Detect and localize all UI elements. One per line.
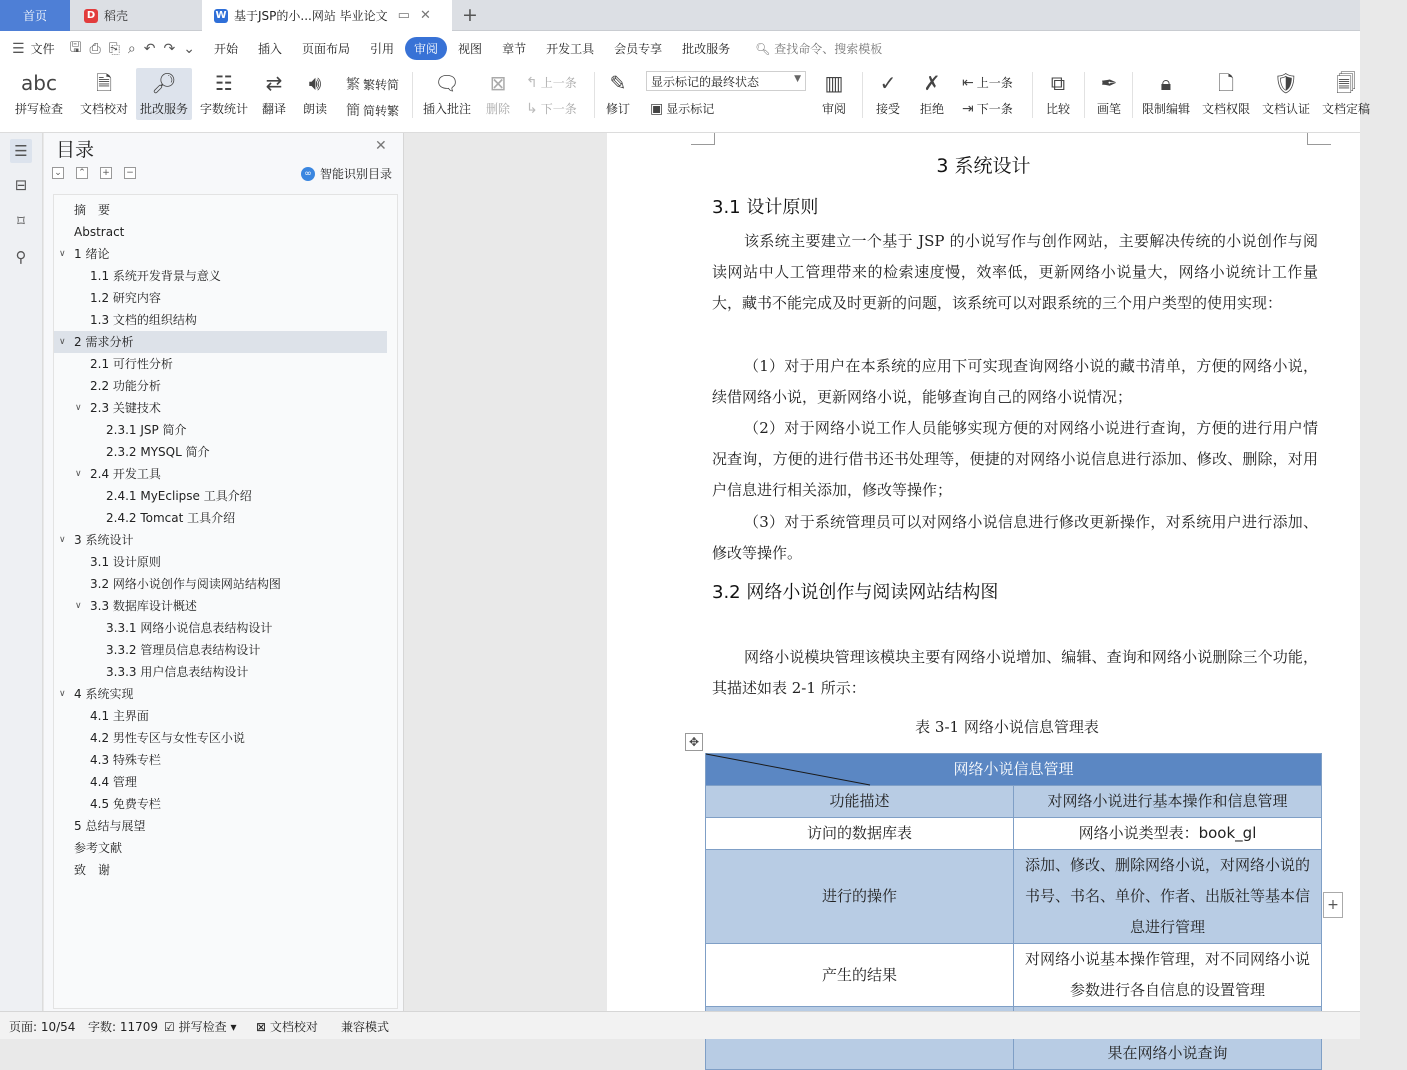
toc-item-label: 4.5 免费专栏: [90, 797, 161, 811]
simp-to-trad-button[interactable]: [346, 100, 399, 120]
chapter-nav-icon[interactable]: ⊟: [14, 176, 28, 194]
toc-item[interactable]: [54, 573, 387, 595]
tab-daoke[interactable]: [72, 0, 200, 31]
writer-doc-icon: W: [215, 9, 227, 21]
compare-icon: ⧉: [1050, 71, 1066, 95]
toc-item-label: 4.4 管理: [90, 775, 137, 789]
restrict-edit-label: 限制编辑: [1141, 102, 1190, 116]
next-comment-icon: ↳: [526, 100, 538, 117]
read-aloud-icon: 🔊︎: [308, 71, 322, 95]
prev-comment-label: 上一条: [540, 76, 577, 90]
delete-comment-icon: ⊠: [489, 71, 507, 95]
trad-to-simp-label: 繁转简: [363, 77, 400, 92]
spell-check-button[interactable]: [8, 68, 70, 120]
toc-item-label: 1.2 研究内容: [90, 291, 161, 305]
next-change-icon: ⇥: [962, 100, 974, 117]
correct-service-label: 批改服务: [139, 102, 188, 116]
remove-item-icon[interactable]: −: [124, 167, 136, 179]
chapter-heading: 3 系统设计: [936, 155, 1031, 177]
prev-change-button[interactable]: [962, 74, 1013, 91]
table-header-cell[interactable]: [706, 754, 1322, 786]
review-ribbon: [0, 66, 1370, 133]
toc-item-label: 1 绪论: [74, 247, 110, 261]
toc-item-label: 3.3.3 用户信息表结构设计: [106, 665, 249, 679]
lock-icon: 🔒︎: [1160, 71, 1172, 95]
chevron-down-icon: ▼: [794, 74, 801, 84]
table-key-cell[interactable]: 进行的操作: [706, 850, 1014, 944]
toc-item[interactable]: [54, 199, 387, 221]
toc-item[interactable]: [54, 639, 387, 661]
toolbar-divider: [1084, 72, 1085, 118]
toolbar-divider: [862, 72, 863, 118]
status-proof-label: 文档校对: [269, 1020, 318, 1034]
section-heading: 3.2 网络小说创作与阅读网站结构图: [712, 582, 999, 603]
doc-proof-label: 文档校对: [79, 102, 128, 116]
new-tab-icon[interactable]: +: [462, 4, 478, 26]
toc-item-label: 2.1 可行性分析: [90, 357, 173, 371]
status-spell-label: 拼写检查: [178, 1020, 227, 1034]
toc-item[interactable]: [54, 463, 387, 485]
body-paragraph: （1）对于用户在本系统的应用下可实现查询网络小说的藏书清单，方便的网络小说，续借网络小说，更新网络小说，能够查询自己的网络小说情况；: [712, 357, 1318, 406]
toc-item-label: 3.3 数据库设计概述: [90, 599, 197, 613]
compare-label: 比较: [1045, 102, 1070, 116]
menu-tab-section[interactable]: 章节: [502, 42, 527, 56]
show-markup-icon: ▣: [650, 100, 664, 117]
word-count-indicator[interactable]: 字数: 11709: [88, 1020, 159, 1034]
toc-item[interactable]: [54, 331, 387, 353]
toc-item-label: 4.2 男性专区与女性专区小说: [90, 731, 245, 745]
document-page[interactable]: [607, 133, 1360, 1062]
track-changes-label: 修订: [605, 102, 630, 116]
print-icon[interactable]: ⎘: [108, 40, 120, 57]
smart-toc-icon: ∞: [301, 167, 315, 181]
daoke-logo-icon: D: [84, 9, 98, 23]
toc-item-label: 1.1 系统开发背景与意义: [90, 269, 221, 283]
doc-cert-label: 文档认证: [1261, 102, 1310, 116]
menu-tab-insert[interactable]: 插入: [257, 42, 282, 56]
toc-item-label: 4.3 特殊专栏: [90, 753, 161, 767]
toc-item[interactable]: [54, 375, 387, 397]
insert-comment-icon: 🗨︎: [434, 71, 460, 95]
search-icon: 🔍︎: [755, 42, 771, 56]
table-value-cell[interactable]: 网络小说类型表：book_gl: [1014, 818, 1322, 850]
chevron-down-icon: ▾: [230, 1020, 237, 1034]
next-comment-button[interactable]: [526, 100, 577, 117]
doc-cert-button[interactable]: [1258, 68, 1314, 120]
doc-proof-icon: 🗎: [95, 71, 113, 95]
search-icon[interactable]: ⚲: [15, 248, 27, 266]
doc-permission-label: 文档权限: [1201, 102, 1250, 116]
doc-permission-icon: 🗋: [1217, 71, 1235, 95]
toc-item-label: 参考文献: [74, 841, 123, 855]
review-pane-button[interactable]: [814, 68, 854, 120]
table-row: [706, 944, 1322, 1007]
body-paragraph: （2）对于网络小说工作人员能够实现方便的对网络小说进行查询，方便的进行用户情况查询，方便的进行借书还书处理等，便捷的对网络小说信息进行添加、修改、删除，对用户信息进行相关添加，修改等操作；: [712, 419, 1318, 499]
table-key-cell[interactable]: 产生的结果: [706, 944, 1014, 1007]
toc-pane-icon[interactable]: ☰: [10, 139, 32, 163]
compat-mode-indicator: 兼容模式: [341, 1020, 390, 1034]
toc-item-label: Abstract: [74, 225, 125, 239]
delete-comment-button[interactable]: [478, 68, 518, 120]
toc-item-label: 2.3.2 MYSQL 简介: [106, 445, 210, 459]
toc-item-label: 2 需求分析: [74, 335, 134, 349]
toc-item[interactable]: [54, 507, 387, 529]
insert-comment-label: 插入批注: [422, 102, 471, 116]
toc-item-label: 5 总结与展望: [74, 819, 146, 833]
toc-item[interactable]: [54, 595, 387, 617]
page-margin-mark: [1307, 133, 1331, 145]
doc-finalize-icon: 🗐: [1336, 71, 1356, 95]
toc-item-label: 1.3 文档的组织结构: [90, 313, 197, 327]
tab-home[interactable]: [0, 0, 70, 31]
table-value-cell[interactable]: 果在网络小说查询: [1014, 1007, 1322, 1070]
delete-comment-label: 删除: [485, 102, 510, 116]
page-margin-mark: [691, 133, 715, 145]
toc-item-label: 2.3.1 JSP 简介: [106, 423, 187, 437]
pen-icon: ✒: [1100, 71, 1118, 95]
toc-list: [53, 194, 398, 1009]
body-paragraph: 该系统主要建立一个基于 JSP 的小说写作与创作网站，主要解决传统的小说创作与阅读网站中人工管理带来的检索速度慢，效率低，更新网络小说量大，网络小说统计工作量大，藏书不能完成及时更新的问题，该系统可以对跟系统的三个用户类型的使用实现：: [712, 232, 1318, 312]
toc-item-label: 3 系统设计: [74, 533, 134, 547]
reject-change-button[interactable]: [912, 68, 952, 120]
toc-item[interactable]: [54, 287, 387, 309]
toc-title: 目录: [56, 139, 95, 161]
toc-item[interactable]: [54, 815, 387, 837]
menu-bar: [0, 31, 1360, 66]
undo-icon[interactable]: ↶: [143, 40, 156, 57]
menu-tab-start[interactable]: 开始: [213, 42, 238, 56]
toc-item-label: 2.4.2 Tomcat 工具介绍: [106, 511, 236, 525]
table-value-cell[interactable]: 对网络小说基本操作管理，对不同网络小说参数进行各自信息的设置管理: [1014, 944, 1322, 1007]
toc-item-label: 3.3.2 管理员信息表结构设计: [106, 643, 261, 657]
toc-item-label: 4.1 主界面: [90, 709, 149, 723]
chevron-down-icon[interactable]: ∨: [75, 469, 82, 479]
doc-finalize-label: 文档定稿: [1321, 102, 1370, 116]
toc-item[interactable]: [54, 529, 387, 551]
trad-to-simp-button[interactable]: [346, 74, 399, 94]
toolbar-divider: [1132, 72, 1133, 118]
window-tab-bar: [0, 0, 1360, 31]
menu-tab-review[interactable]: 审阅: [405, 37, 447, 60]
redo-icon[interactable]: ↷: [163, 40, 176, 57]
reject-icon: ✗: [923, 71, 941, 95]
menu-tab-member[interactable]: 会员专享: [614, 42, 663, 56]
toc-item[interactable]: [54, 265, 387, 287]
tab-pin-icon[interactable]: ▭: [397, 8, 410, 23]
proof-icon: ⊠: [256, 1020, 267, 1034]
simp-to-trad-label: 简转繁: [363, 103, 400, 118]
toc-item[interactable]: [54, 771, 387, 793]
export-pdf-icon[interactable]: ⎙: [89, 40, 101, 57]
toc-item[interactable]: [54, 243, 387, 265]
table-move-handle-icon[interactable]: ✥: [685, 733, 703, 751]
status-spell-check[interactable]: [164, 1018, 236, 1035]
table-header-text: 网络小说信息管理: [953, 760, 1074, 778]
prev-comment-button[interactable]: [526, 74, 577, 91]
tab-daoke-label: 稻壳: [104, 9, 129, 23]
menu-tab-reference[interactable]: 引用: [370, 42, 395, 56]
toc-item-label: 2.2 功能分析: [90, 379, 161, 393]
next-change-button[interactable]: [962, 100, 1013, 117]
toc-item[interactable]: [54, 617, 387, 639]
table-row: [706, 850, 1322, 944]
collapse-all-icon[interactable]: ⌃: [76, 167, 88, 179]
table-key-cell[interactable]: 功能描述: [706, 786, 1014, 818]
table-row: [706, 786, 1322, 818]
toc-item-label: 4 系统实现: [74, 687, 134, 701]
review-pane-icon: ▥: [824, 71, 844, 95]
table-value-cell[interactable]: 对网络小说进行基本操作和信息管理: [1014, 786, 1322, 818]
toc-item-label: 摘 要: [74, 203, 111, 217]
smart-toc-button[interactable]: [301, 165, 392, 182]
toc-item[interactable]: [54, 309, 387, 331]
trad-to-simp-icon: 繁: [346, 77, 360, 93]
body-paragraph: 网络小说模块管理该模块主要有网络小说增加、编辑、查询和网络小说删除三个功能，其描述如表 2-1 所示：: [712, 648, 1318, 697]
doc-cert-icon: 🛡︎: [1273, 71, 1299, 95]
toc-item-label: 3.2 网络小说创作与阅读网站结构图: [90, 577, 281, 591]
toolbar-divider: [594, 72, 595, 118]
toc-item-label: 致 谢: [74, 863, 111, 877]
toc-item[interactable]: [54, 859, 387, 881]
toc-item[interactable]: [54, 793, 387, 815]
doc-permission-button[interactable]: [1198, 68, 1254, 120]
word-count-button[interactable]: [196, 68, 252, 120]
toc-item[interactable]: [54, 749, 387, 771]
next-comment-label: 下一条: [540, 102, 577, 116]
document-area: [405, 133, 1360, 1062]
save-icon[interactable]: 🖫: [69, 39, 82, 56]
markup-state-select[interactable]: [646, 71, 806, 91]
smart-toc-label: 智能识别目录: [320, 167, 393, 181]
tab-home-label: 首页: [22, 9, 47, 23]
section-heading: 3.1 设计原则: [712, 197, 819, 218]
translate-label: 翻译: [261, 102, 286, 116]
toc-item[interactable]: [54, 837, 387, 859]
expand-all-icon[interactable]: ⌄: [52, 167, 64, 179]
toc-item[interactable]: [54, 221, 387, 243]
toc-item-label: 2.3 关键技术: [90, 401, 161, 415]
status-bar: [0, 1011, 1360, 1039]
toc-item-label: 2.4.1 MyEclipse 工具介绍: [106, 489, 252, 503]
pen-label: 画笔: [1096, 102, 1121, 116]
menu-tab-correct-service[interactable]: 批改服务: [682, 42, 731, 56]
accept-icon: ✓: [879, 71, 897, 95]
translate-icon: ⇄: [265, 71, 283, 95]
doc-proof-button[interactable]: [76, 68, 132, 120]
diagonal-line: [706, 754, 876, 787]
toc-item[interactable]: [54, 353, 387, 375]
status-doc-proof[interactable]: [256, 1018, 318, 1035]
body-paragraph: （3）对于系统管理员可以对网络小说信息进行修改更新操作，对系统用户进行添加、修改等操作。: [712, 513, 1318, 562]
prev-comment-icon: ↰: [526, 74, 538, 91]
toc-item[interactable]: [54, 397, 387, 419]
insert-comment-button[interactable]: [420, 68, 474, 120]
table-caption: 表 3-1 网络小说信息管理表: [915, 718, 1099, 736]
read-aloud-label: 朗读: [302, 102, 327, 116]
word-count-icon: ☷: [215, 71, 233, 95]
print-preview-icon[interactable]: ⌕: [127, 40, 136, 57]
chevron-down-icon[interactable]: ∨: [75, 601, 82, 611]
prev-change-label: 上一条: [976, 76, 1013, 90]
chevron-down-icon[interactable]: ∨: [59, 535, 66, 545]
menu-tab-layout[interactable]: 页面布局: [302, 42, 351, 56]
toc-item[interactable]: [54, 441, 387, 463]
chevron-down-icon[interactable]: ∨: [75, 403, 82, 413]
correct-service-button[interactable]: [136, 68, 192, 120]
toc-item-label: 3.1 设计原则: [90, 555, 161, 569]
bookmark-icon[interactable]: ⌑: [17, 212, 25, 230]
add-column-icon[interactable]: +: [1323, 892, 1343, 918]
table-value-cell[interactable]: 添加、修改、删除网络小说，对网络小说的书号、书名、单价、作者、出版社等基本信息进行管理: [1014, 850, 1322, 944]
toolbar-divider: [412, 72, 413, 118]
pen-button[interactable]: [1092, 68, 1126, 120]
toc-item-label: 2.4 开发工具: [90, 467, 161, 481]
toc-item[interactable]: [54, 683, 387, 705]
file-menu[interactable]: 文件: [30, 42, 55, 56]
translate-button[interactable]: [254, 68, 294, 120]
table-row: [706, 818, 1322, 850]
prev-change-icon: ⇤: [962, 74, 974, 91]
correct-service-icon: 🔎︎: [151, 71, 177, 95]
command-search-placeholder: 查找命令、搜索模板: [774, 42, 883, 56]
toc-item-label: 3.3.1 网络小说信息表结构设计: [106, 621, 273, 635]
chevron-down-icon[interactable]: ∨: [59, 337, 66, 347]
toc-item[interactable]: [54, 485, 387, 507]
hamburger-menu-icon[interactable]: ☰: [12, 40, 25, 57]
tab-document-label: 基于JSP的小...网站 毕业论文: [234, 9, 388, 23]
toc-panel: [44, 133, 404, 1011]
markup-state-value: 显示标记的最终状态: [651, 75, 760, 89]
toc-item[interactable]: [54, 419, 387, 441]
checkbox-icon: ☑: [164, 1020, 175, 1034]
doc-finalize-button[interactable]: [1318, 68, 1374, 120]
toc-item[interactable]: [54, 705, 387, 727]
spell-check-label: 拼写检查: [14, 102, 63, 116]
table-key-cell[interactable]: 访问的数据库表: [706, 818, 1014, 850]
add-item-icon[interactable]: +: [100, 167, 112, 179]
page-indicator[interactable]: 页面: 10/54: [9, 1020, 76, 1034]
track-changes-icon: ✎: [609, 71, 627, 95]
close-icon[interactable]: ✕: [375, 138, 387, 154]
tab-document[interactable]: [202, 0, 452, 31]
side-rail: [0, 133, 43, 1011]
menu-tab-view[interactable]: 视图: [458, 42, 483, 56]
quick-access-more-icon[interactable]: ⌄: [183, 40, 195, 57]
menu-tab-devtools[interactable]: 开发工具: [546, 42, 595, 56]
toc-item[interactable]: [54, 727, 387, 749]
reject-label: 拒绝: [919, 102, 944, 116]
read-aloud-button[interactable]: [298, 68, 332, 120]
command-search[interactable]: [755, 40, 882, 57]
chevron-down-icon[interactable]: ∨: [59, 689, 66, 699]
show-markup-label: 显示标记: [666, 102, 715, 116]
show-markup-button[interactable]: [650, 100, 714, 117]
tab-close-icon[interactable]: ✕: [419, 8, 431, 23]
compare-button[interactable]: [1038, 68, 1078, 120]
track-changes-button[interactable]: [600, 68, 636, 120]
chevron-down-icon[interactable]: ∨: [59, 249, 66, 259]
toc-item[interactable]: [54, 661, 387, 683]
next-change-label: 下一条: [976, 102, 1013, 116]
accept-change-button[interactable]: [868, 68, 908, 120]
accept-label: 接受: [875, 102, 900, 116]
simp-to-trad-icon: 簡: [346, 103, 360, 119]
restrict-edit-button[interactable]: [1138, 68, 1194, 120]
review-pane-label: 审阅: [821, 102, 846, 116]
toc-item[interactable]: [54, 551, 387, 573]
toolbar-divider: [1032, 72, 1033, 118]
spell-check-icon: abc: [21, 71, 57, 95]
word-count-label: 字数统计: [199, 102, 248, 116]
